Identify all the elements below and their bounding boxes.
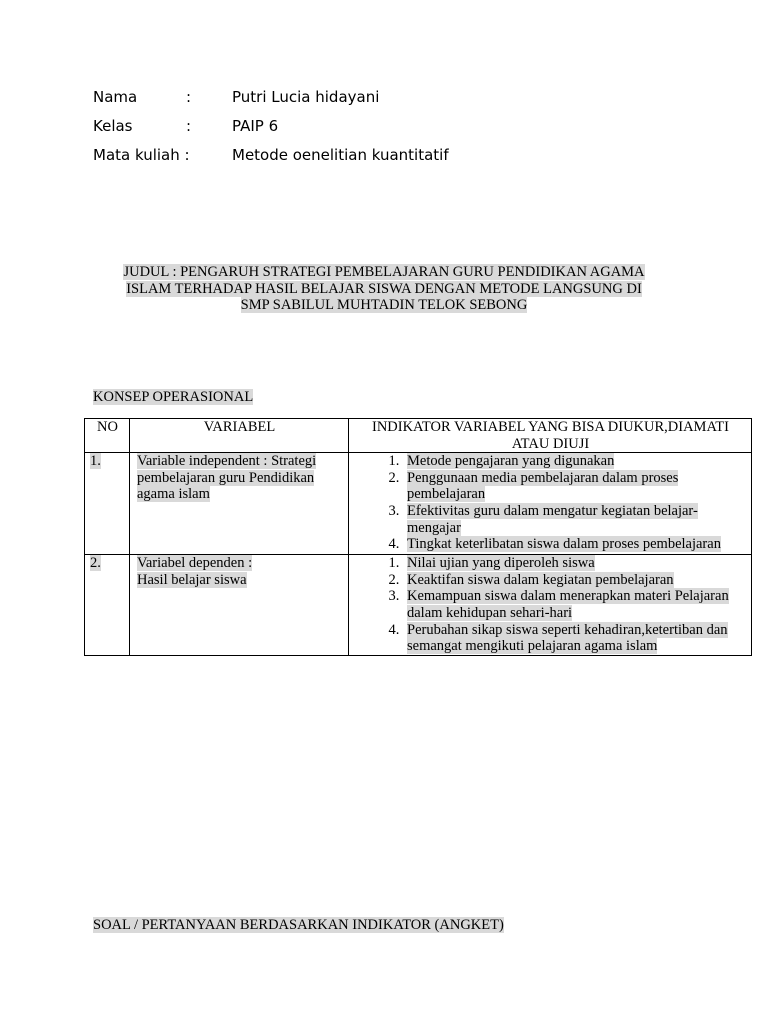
kelas-value: PAIP 6 [232, 117, 279, 135]
table-row [85, 555, 752, 656]
title-line-3: SMP SABILUL MUHTADIN TELOK SEBONG [240, 297, 528, 314]
indikator-text: Metode pengajaran yang digunakan [407, 453, 615, 470]
list-item [403, 503, 747, 536]
list-item [403, 453, 747, 470]
list-item [403, 555, 747, 572]
mata-kuliah-value: Metode oenelitian kuantitatif [232, 146, 449, 164]
indikator-text: Penggunaan media pembelajaran dalam proses pembelajaran [407, 469, 679, 503]
row-1-variabel-text: Variable independent : Strategi pembelajaran guru Pendidikan agama islam [137, 453, 317, 503]
indikator-text: Efektivitas guru dalam mengatur kegiatan belajar-mengajar [407, 502, 698, 536]
nama-label: Nama [93, 88, 138, 106]
nama-value: Putri Lucia hidayani [232, 88, 380, 106]
table-row [85, 453, 752, 555]
indikator-text: Kemampuan siswa dalam menerapkan materi Pelajaran dalam kehidupan sehari-hari [407, 588, 729, 621]
title-line-1: JUDUL : PENGARUH STRATEGI PEMBELAJARAN GURU PENDIDIKAN AGAMA [123, 264, 645, 280]
title-line-2: ISLAM TERHADAP HASIL BELAJAR SISWA DENGAN METODE LANGSUNG DI [126, 280, 642, 297]
operational-table [84, 418, 752, 656]
row-1-indikator-list [354, 453, 747, 553]
konsep-heading-text: KONSEP OPERASIONAL [93, 389, 254, 405]
indikator-text: Perubahan sikap siswa seperti kehadiran,ketertiban dan semangat mengikuti pelajaran agama islam [407, 621, 728, 655]
header-indikator-text: INDIKATOR VARIABEL YANG BISA DIUKUR,DIAMATI ATAU DIUJI [371, 419, 729, 452]
document-title [93, 264, 675, 314]
header-variabel-text: VARIABEL [203, 419, 276, 435]
header-no-text: NO [97, 419, 118, 435]
list-item [403, 470, 747, 503]
row-1-no [85, 453, 130, 555]
row-2-indikator [349, 555, 752, 656]
soal-heading-text: SOAL / PERTANYAAN BERDASARKAN INDIKATOR (ANGKET) [93, 917, 504, 933]
row-2-no-text: 2. [90, 555, 101, 572]
soal-heading [93, 917, 504, 934]
header-variabel [130, 419, 349, 453]
konsep-heading [93, 389, 253, 406]
row-2-variabel [130, 555, 349, 656]
kelas-label: Kelas [93, 117, 133, 135]
indikator-text: Tingkat keterlibatan siswa dalam proses pembelajaran [407, 536, 721, 553]
table-header-row [85, 419, 752, 453]
row-1-indikator [349, 453, 752, 555]
indikator-text: Keaktifan siswa dalam kegiatan pembelajaran [407, 571, 674, 588]
list-item [403, 622, 747, 655]
nama-colon: : [186, 88, 192, 106]
header-indikator [349, 419, 752, 453]
row-2-indikator-list [354, 555, 747, 655]
mata-kuliah-label: Mata kuliah : [93, 146, 190, 164]
list-item [403, 588, 747, 621]
row-1-variabel [130, 453, 349, 555]
header-no [85, 419, 130, 453]
kelas-colon: : [186, 117, 192, 135]
list-item [403, 536, 747, 553]
row-1-no-text: 1. [90, 453, 101, 470]
list-item [403, 572, 747, 589]
row-2-variabel-line-1: Variabel dependen : [137, 555, 253, 572]
indikator-text: Nilai ujian yang diperoleh siswa [407, 555, 595, 572]
row-2-variabel-line-2: Hasil belajar siswa [137, 571, 247, 588]
row-2-no [85, 555, 130, 656]
